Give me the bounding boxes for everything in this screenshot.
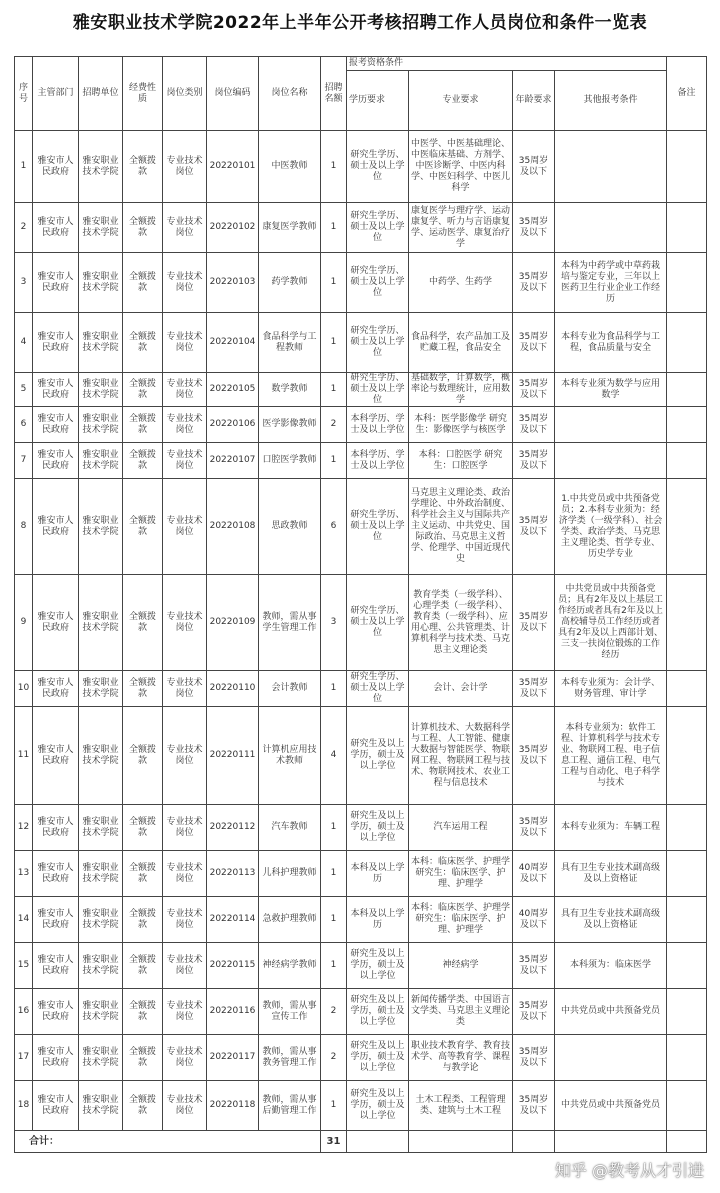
cell-dept: 雅安市人民政府 <box>33 707 79 805</box>
header-post-code: 岗位编码 <box>207 57 259 131</box>
cell-quota: 1 <box>321 671 347 707</box>
cell-funding: 全额拨款 <box>123 203 163 253</box>
cell-post-code: 20220103 <box>207 253 259 313</box>
cell-post-name: 康复医学教师 <box>259 203 321 253</box>
cell-funding: 全额拨款 <box>123 575 163 671</box>
cell-note <box>667 943 707 989</box>
cell-seq: 17 <box>15 1035 33 1081</box>
cell-post-name: 食品科学与工程教师 <box>259 313 321 373</box>
cell-education: 本科学历、学士及以上学位 <box>347 407 409 443</box>
cell-education: 研究生学历、硕士及以上学位 <box>347 313 409 373</box>
cell-other: 具有卫生专业技术副高级及以上资格证 <box>555 851 667 897</box>
cell-dept: 雅安市人民政府 <box>33 479 79 575</box>
cell-funding: 全额拨款 <box>123 313 163 373</box>
cell-note <box>667 575 707 671</box>
cell-education: 研究生学历、硕士及以上学位 <box>347 373 409 407</box>
cell-education: 研究生及以上学历，硕士及以上学位 <box>347 943 409 989</box>
cell-other: 本科须为：临床医学 <box>555 943 667 989</box>
cell-age: 35周岁及以下 <box>513 373 555 407</box>
cell-major: 本科：医学影像学 研究生：影像医学与核医学 <box>409 407 513 443</box>
cell-funding: 全额拨款 <box>123 1035 163 1081</box>
cell-other: 本科专业须为：车辆工程 <box>555 805 667 851</box>
cell-unit: 雅安职业技术学院 <box>79 989 123 1035</box>
cell-dept: 雅安市人民政府 <box>33 373 79 407</box>
cell-major: 新闻传播学类、中国语言文学类、马克思主义理论类 <box>409 989 513 1035</box>
table-row <box>15 943 707 989</box>
recruitment-table <box>14 56 707 1153</box>
cell-age: 35周岁及以下 <box>513 407 555 443</box>
cell-seq: 13 <box>15 851 33 897</box>
cell-education: 本科学历、学士及以上学位 <box>347 443 409 479</box>
cell-post-name: 会计教师 <box>259 671 321 707</box>
header-post-name: 岗位名称 <box>259 57 321 131</box>
cell-post-name: 医学影像教师 <box>259 407 321 443</box>
cell-education: 研究生及以上学历，硕士及以上学位 <box>347 1081 409 1131</box>
cell-age: 40周岁及以下 <box>513 897 555 943</box>
cell-unit: 雅安职业技术学院 <box>79 131 123 203</box>
total-empty-cell <box>555 1131 667 1153</box>
page-title: 雅安职业技术学院2022年上半年公开考核招聘工作人员岗位和条件一览表 <box>72 13 648 33</box>
cell-seq: 9 <box>15 575 33 671</box>
cell-age: 35周岁及以下 <box>513 671 555 707</box>
cell-note <box>667 443 707 479</box>
cell-seq: 12 <box>15 805 33 851</box>
cell-note <box>667 253 707 313</box>
cell-funding: 全额拨款 <box>123 989 163 1035</box>
cell-funding: 全额拨款 <box>123 443 163 479</box>
cell-major: 中药学、生药学 <box>409 253 513 313</box>
cell-funding: 全额拨款 <box>123 407 163 443</box>
cell-other: 本科专业须为：软件工程、计算机科学与技术专业、物联网工程、电子信息工程、通信工程、电气工程与自动化、电子科学与技术 <box>555 707 667 805</box>
cell-seq: 14 <box>15 897 33 943</box>
table-row <box>15 253 707 313</box>
cell-post-name: 中医教师 <box>259 131 321 203</box>
cell-post-code: 20220114 <box>207 897 259 943</box>
cell-note <box>667 373 707 407</box>
cell-post-type: 专业技术岗位 <box>163 575 207 671</box>
cell-other: 中共党员或中共预备党员 <box>555 1081 667 1131</box>
cell-seq: 18 <box>15 1081 33 1131</box>
total-empty-cell <box>513 1131 555 1153</box>
header-education: 学历要求 <box>347 71 409 131</box>
cell-major: 基础数学，计算数学，概率论与数理统计，应用数学 <box>409 373 513 407</box>
cell-seq: 10 <box>15 671 33 707</box>
cell-post-code: 20220107 <box>207 443 259 479</box>
table-row <box>15 407 707 443</box>
cell-note <box>667 131 707 203</box>
table-row <box>15 443 707 479</box>
cell-unit: 雅安职业技术学院 <box>79 373 123 407</box>
header-qualification-group: 报考资格条件 <box>347 57 667 71</box>
header-seq: 序号 <box>15 57 33 131</box>
cell-post-type: 专业技术岗位 <box>163 443 207 479</box>
cell-unit: 雅安职业技术学院 <box>79 253 123 313</box>
cell-major: 本科：口腔医学 研究生：口腔医学 <box>409 443 513 479</box>
cell-post-type: 专业技术岗位 <box>163 671 207 707</box>
cell-post-name: 急救护理教师 <box>259 897 321 943</box>
cell-note <box>667 479 707 575</box>
cell-post-code: 20220105 <box>207 373 259 407</box>
watermark-text: 知乎 @教考从才引进 <box>554 1161 704 1180</box>
cell-seq: 4 <box>15 313 33 373</box>
total-label: 合计： <box>15 1131 321 1153</box>
cell-age: 35周岁及以下 <box>513 443 555 479</box>
cell-unit: 雅安职业技术学院 <box>79 479 123 575</box>
cell-post-name: 数学教师 <box>259 373 321 407</box>
cell-other: 本科为中药学或中草药栽培与鉴定专业，三年以上医药卫生行业企业工作经历 <box>555 253 667 313</box>
cell-funding: 全额拨款 <box>123 479 163 575</box>
cell-quota: 1 <box>321 313 347 373</box>
cell-quota: 1 <box>321 253 347 313</box>
cell-age: 35周岁及以下 <box>513 1035 555 1081</box>
cell-major: 土木工程类、工程管理类、建筑与土木工程 <box>409 1081 513 1131</box>
cell-seq: 5 <box>15 373 33 407</box>
cell-dept: 雅安市人民政府 <box>33 805 79 851</box>
cell-funding: 全额拨款 <box>123 671 163 707</box>
cell-post-code: 20220117 <box>207 1035 259 1081</box>
header-age: 年龄要求 <box>513 71 555 131</box>
cell-age: 35周岁及以下 <box>513 575 555 671</box>
cell-note <box>667 989 707 1035</box>
table-row <box>15 1081 707 1131</box>
cell-post-code: 20220116 <box>207 989 259 1035</box>
cell-age: 35周岁及以下 <box>513 203 555 253</box>
cell-dept: 雅安市人民政府 <box>33 313 79 373</box>
cell-funding: 全额拨款 <box>123 373 163 407</box>
cell-post-name: 教师，需从事宣传工作 <box>259 989 321 1035</box>
cell-other <box>555 203 667 253</box>
table-row <box>15 575 707 671</box>
cell-post-type: 专业技术岗位 <box>163 373 207 407</box>
cell-post-type: 专业技术岗位 <box>163 851 207 897</box>
cell-education: 研究生及以上学历，硕士及以上学位 <box>347 989 409 1035</box>
cell-other: 1.中共党员或中共预备党员；2.本科专业须为：经济学类（一级学科）、社会学类、政治学类、马克思主义理论类、哲学专业、历史学专业 <box>555 479 667 575</box>
cell-funding: 全额拨款 <box>123 1081 163 1131</box>
cell-other: 具有卫生专业技术副高级及以上资格证 <box>555 897 667 943</box>
cell-post-code: 20220113 <box>207 851 259 897</box>
cell-seq: 3 <box>15 253 33 313</box>
cell-unit: 雅安职业技术学院 <box>79 203 123 253</box>
cell-post-name: 计算机应用技术教师 <box>259 707 321 805</box>
cell-dept: 雅安市人民政府 <box>33 443 79 479</box>
cell-other <box>555 443 667 479</box>
cell-post-type: 专业技术岗位 <box>163 407 207 443</box>
cell-post-name: 教师，需从事教务管理工作 <box>259 1035 321 1081</box>
cell-education: 研究生及以上学历，硕士及以上学位 <box>347 707 409 805</box>
cell-post-code: 20220108 <box>207 479 259 575</box>
cell-age: 35周岁及以下 <box>513 943 555 989</box>
cell-dept: 雅安市人民政府 <box>33 203 79 253</box>
cell-unit: 雅安职业技术学院 <box>79 805 123 851</box>
cell-funding: 全额拨款 <box>123 897 163 943</box>
table-row <box>15 671 707 707</box>
cell-post-type: 专业技术岗位 <box>163 707 207 805</box>
cell-post-name: 思政教师 <box>259 479 321 575</box>
cell-post-code: 20220109 <box>207 575 259 671</box>
cell-unit: 雅安职业技术学院 <box>79 851 123 897</box>
cell-dept: 雅安市人民政府 <box>33 989 79 1035</box>
cell-dept: 雅安市人民政府 <box>33 575 79 671</box>
cell-seq: 6 <box>15 407 33 443</box>
cell-major: 计算机技术、大数据科学与工程、人工智能、健康大数据与智能医学、物联网工程、物联网工程与技术、物联网技术、农业工程与信息技术 <box>409 707 513 805</box>
cell-post-type: 专业技术岗位 <box>163 989 207 1035</box>
cell-post-type: 专业技术岗位 <box>163 131 207 203</box>
cell-other: 中共党员或中共预备党员；具有2年及以上基层工作经历或者具有2年及以上高校辅导员工作经历或者具有2年及以上西部计划、三支一扶岗位锻炼的工作经历 <box>555 575 667 671</box>
cell-education: 本科及以上学历 <box>347 897 409 943</box>
cell-age: 35周岁及以下 <box>513 479 555 575</box>
cell-quota: 1 <box>321 943 347 989</box>
cell-seq: 2 <box>15 203 33 253</box>
cell-post-type: 专业技术岗位 <box>163 313 207 373</box>
cell-major: 中医学、中医基础理论、中医临床基础、方剂学、中医诊断学、中医内科学、中医妇科学、中医儿科学 <box>409 131 513 203</box>
cell-major: 康复医学与理疗学、运动康复学、听力与言语康复学、运动医学、康复治疗学 <box>409 203 513 253</box>
cell-post-type: 专业技术岗位 <box>163 1081 207 1131</box>
cell-post-type: 专业技术岗位 <box>163 1035 207 1081</box>
cell-post-code: 20220112 <box>207 805 259 851</box>
cell-other <box>555 1035 667 1081</box>
cell-age: 35周岁及以下 <box>513 253 555 313</box>
cell-funding: 全额拨款 <box>123 131 163 203</box>
cell-post-name: 汽车教师 <box>259 805 321 851</box>
cell-quota: 1 <box>321 203 347 253</box>
cell-dept: 雅安市人民政府 <box>33 943 79 989</box>
cell-education: 研究生及以上学历，硕士及以上学位 <box>347 805 409 851</box>
cell-post-name: 儿科护理教师 <box>259 851 321 897</box>
cell-quota: 1 <box>321 897 347 943</box>
table-row <box>15 851 707 897</box>
table-row <box>15 897 707 943</box>
cell-post-code: 20220104 <box>207 313 259 373</box>
cell-age: 35周岁及以下 <box>513 707 555 805</box>
cell-note <box>667 851 707 897</box>
cell-post-name: 教师，需从事后勤管理工作 <box>259 1081 321 1131</box>
cell-post-type: 专业技术岗位 <box>163 943 207 989</box>
cell-age: 35周岁及以下 <box>513 131 555 203</box>
cell-note <box>667 1035 707 1081</box>
cell-post-name: 口腔医学教师 <box>259 443 321 479</box>
header-post-type: 岗位类别 <box>163 57 207 131</box>
cell-quota: 2 <box>321 407 347 443</box>
cell-post-type: 专业技术岗位 <box>163 479 207 575</box>
cell-education: 本科及以上学历 <box>347 851 409 897</box>
cell-note <box>667 707 707 805</box>
cell-note <box>667 313 707 373</box>
table-row <box>15 805 707 851</box>
cell-post-code: 20220111 <box>207 707 259 805</box>
cell-quota: 2 <box>321 1035 347 1081</box>
cell-quota: 1 <box>321 373 347 407</box>
cell-dept: 雅安市人民政府 <box>33 1081 79 1131</box>
cell-seq: 7 <box>15 443 33 479</box>
cell-age: 35周岁及以下 <box>513 313 555 373</box>
cell-seq: 15 <box>15 943 33 989</box>
header-major: 专业要求 <box>409 71 513 131</box>
cell-note <box>667 897 707 943</box>
cell-funding: 全额拨款 <box>123 707 163 805</box>
cell-other <box>555 131 667 203</box>
table-row <box>15 1035 707 1081</box>
total-empty-cell <box>347 1131 409 1153</box>
cell-note <box>667 805 707 851</box>
cell-note <box>667 407 707 443</box>
cell-quota: 6 <box>321 479 347 575</box>
total-quota: 31 <box>321 1131 347 1153</box>
cell-other: 本科专业须为数学与应用数学 <box>555 373 667 407</box>
total-empty-cell <box>667 1131 707 1153</box>
cell-major: 本科：临床医学、护理学 研究生：临床医学、护理、护理学 <box>409 897 513 943</box>
cell-dept: 雅安市人民政府 <box>33 1035 79 1081</box>
cell-quota: 1 <box>321 1081 347 1131</box>
cell-unit: 雅安职业技术学院 <box>79 897 123 943</box>
header-unit: 招聘单位 <box>79 57 123 131</box>
header-dept: 主管部门 <box>33 57 79 131</box>
cell-major: 职业技术教育学、教育技术学、高等教育学、课程与教学论 <box>409 1035 513 1081</box>
cell-unit: 雅安职业技术学院 <box>79 407 123 443</box>
cell-major: 神经病学 <box>409 943 513 989</box>
cell-post-name: 药学教师 <box>259 253 321 313</box>
cell-age: 35周岁及以下 <box>513 805 555 851</box>
cell-dept: 雅安市人民政府 <box>33 851 79 897</box>
cell-post-code: 20220115 <box>207 943 259 989</box>
cell-funding: 全额拨款 <box>123 805 163 851</box>
cell-seq: 8 <box>15 479 33 575</box>
cell-post-code: 20220106 <box>207 407 259 443</box>
cell-unit: 雅安职业技术学院 <box>79 671 123 707</box>
cell-major: 马克思主义理论类、政治学理论、中外政治制度、科学社会主义与国际共产主义运动、中共党史、国际政治、马克思主义哲学、伦理学、中国近现代史 <box>409 479 513 575</box>
cell-post-name: 教师，需从事学生管理工作 <box>259 575 321 671</box>
header-quota: 招聘名额 <box>321 57 347 131</box>
cell-major: 汽车运用工程 <box>409 805 513 851</box>
cell-unit: 雅安职业技术学院 <box>79 313 123 373</box>
table-row <box>15 313 707 373</box>
table-row <box>15 707 707 805</box>
cell-education: 研究生及以上学历，硕士及以上学位 <box>347 1035 409 1081</box>
cell-post-code: 20220101 <box>207 131 259 203</box>
cell-dept: 雅安市人民政府 <box>33 131 79 203</box>
cell-seq: 1 <box>15 131 33 203</box>
cell-quota: 2 <box>321 989 347 1035</box>
header-funding: 经费性质 <box>123 57 163 131</box>
cell-seq: 11 <box>15 707 33 805</box>
cell-post-name: 神经病学教师 <box>259 943 321 989</box>
cell-seq: 16 <box>15 989 33 1035</box>
cell-age: 35周岁及以下 <box>513 1081 555 1131</box>
cell-unit: 雅安职业技术学院 <box>79 707 123 805</box>
cell-quota: 1 <box>321 443 347 479</box>
cell-dept: 雅安市人民政府 <box>33 407 79 443</box>
cell-unit: 雅安职业技术学院 <box>79 443 123 479</box>
cell-major: 教育学类（一级学科）、心理学类（一级学科）、教育类（一级学科）、应用心理、公共管理类、计算机科学与技术类、马克思主义理论类 <box>409 575 513 671</box>
cell-post-type: 专业技术岗位 <box>163 253 207 313</box>
header-note: 备注 <box>667 57 707 131</box>
cell-education: 研究生学历、硕士及以上学位 <box>347 479 409 575</box>
cell-funding: 全额拨款 <box>123 253 163 313</box>
cell-major: 食品科学，农产品加工及贮藏工程，食品安全 <box>409 313 513 373</box>
cell-age: 35周岁及以下 <box>513 989 555 1035</box>
cell-unit: 雅安职业技术学院 <box>79 943 123 989</box>
cell-quota: 3 <box>321 575 347 671</box>
cell-other <box>555 407 667 443</box>
table-row <box>15 989 707 1035</box>
cell-other: 中共党员或中共预备党员 <box>555 989 667 1035</box>
cell-note <box>667 671 707 707</box>
cell-quota: 4 <box>321 707 347 805</box>
cell-major: 本科：临床医学、护理学 研究生：临床医学、护理、护理学 <box>409 851 513 897</box>
cell-major: 会计、会计学 <box>409 671 513 707</box>
cell-education: 研究生学历、硕士及以上学位 <box>347 203 409 253</box>
table-row <box>15 479 707 575</box>
cell-other: 本科专业为食品科学与工程，食品质量与安全 <box>555 313 667 373</box>
cell-dept: 雅安市人民政府 <box>33 671 79 707</box>
cell-post-type: 专业技术岗位 <box>163 897 207 943</box>
cell-education: 研究生学历、硕士及以上学位 <box>347 671 409 707</box>
cell-note <box>667 203 707 253</box>
cell-education: 研究生学历、硕士及以上学位 <box>347 131 409 203</box>
cell-quota: 1 <box>321 131 347 203</box>
cell-post-code: 20220110 <box>207 671 259 707</box>
cell-education: 研究生学历、硕士及以上学位 <box>347 253 409 313</box>
cell-funding: 全额拨款 <box>123 943 163 989</box>
table-row <box>15 131 707 203</box>
total-empty-cell <box>409 1131 513 1153</box>
cell-quota: 1 <box>321 805 347 851</box>
table-row <box>15 203 707 253</box>
cell-education: 研究生学历、硕士及以上学位 <box>347 575 409 671</box>
cell-dept: 雅安市人民政府 <box>33 897 79 943</box>
table-row <box>15 373 707 407</box>
cell-other: 本科专业须为：会计学、财务管理、审计学 <box>555 671 667 707</box>
cell-note <box>667 1081 707 1131</box>
cell-post-type: 专业技术岗位 <box>163 203 207 253</box>
cell-funding: 全额拨款 <box>123 851 163 897</box>
cell-post-code: 20220118 <box>207 1081 259 1131</box>
cell-post-type: 专业技术岗位 <box>163 805 207 851</box>
cell-unit: 雅安职业技术学院 <box>79 1035 123 1081</box>
cell-unit: 雅安职业技术学院 <box>79 575 123 671</box>
cell-unit: 雅安职业技术学院 <box>79 1081 123 1131</box>
cell-age: 40周岁及以下 <box>513 851 555 897</box>
cell-dept: 雅安市人民政府 <box>33 253 79 313</box>
cell-quota: 1 <box>321 851 347 897</box>
header-other: 其他报考条件 <box>555 71 667 131</box>
cell-post-code: 20220102 <box>207 203 259 253</box>
